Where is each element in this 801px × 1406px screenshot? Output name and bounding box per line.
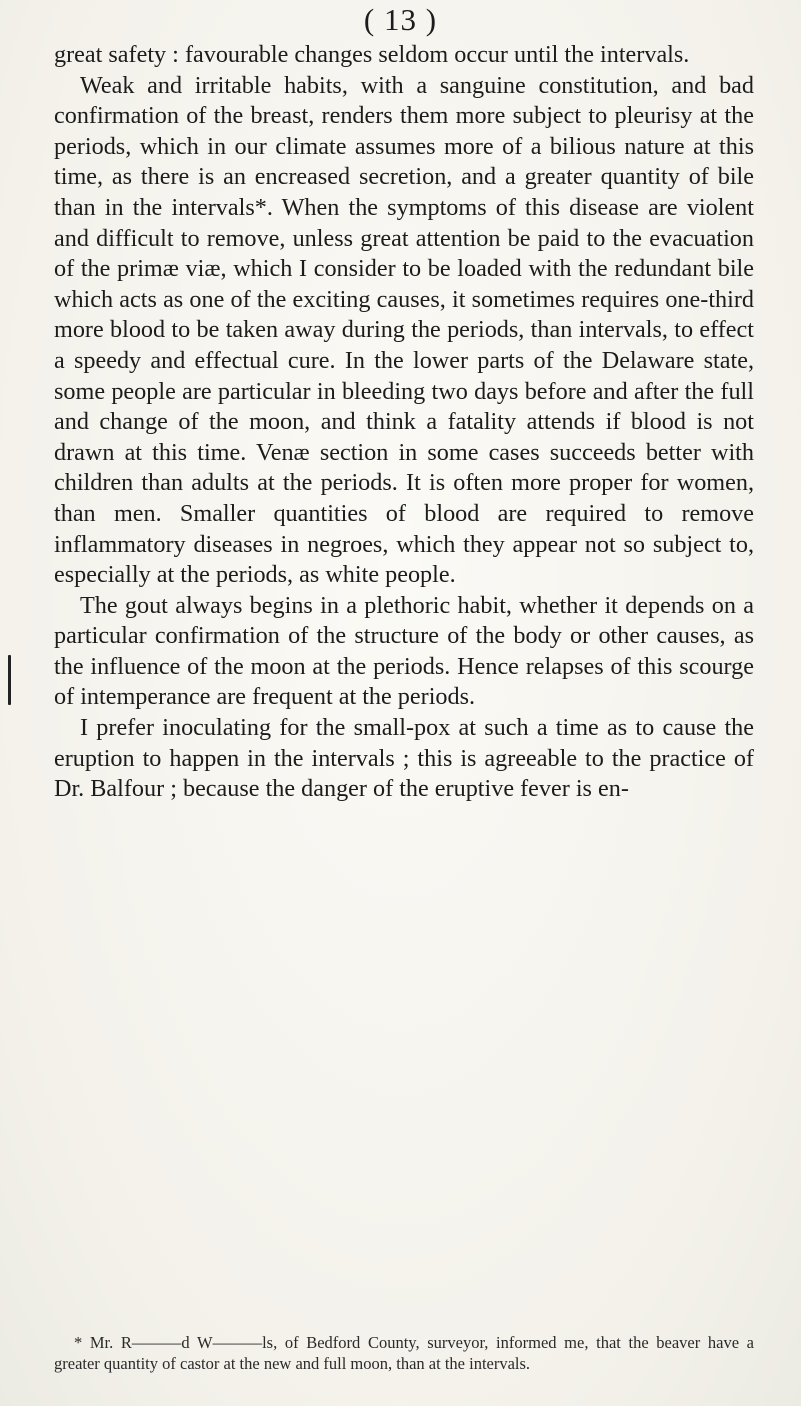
footnote	[54, 1332, 754, 1374]
page-number: ( 13 )	[363, 2, 438, 37]
body-text	[54, 40, 754, 805]
paragraph-small-pox: I prefer inoculating for the small-pox at such a time as to cause the eruption to happen in the intervals ; this is agreeable to the practice of Dr. Balfour ; because the danger of the eruptive fever is en-	[54, 714, 754, 803]
paragraph-gout: The gout always begins in a plethoric habit, whether it depends on a particular confirmation of the structure of the body or other causes, as the influence of the moon at the periods. Hence relapses of this scourge of intemperance are frequent at the periods.	[54, 591, 754, 711]
footnote-text: * Mr. R———d W———ls, of Bedford County, surveyor, informed me, that the beaver have a greater quantity of castor at the new and full moon, than at the intervals.	[54, 1333, 754, 1373]
paragraph-continued: great safety : favourable changes seldom occur until the intervals.	[54, 41, 690, 68]
margin-mark	[8, 655, 11, 705]
paragraph-pleurisy: Weak and irritable habits, with a sanguine constitution, and bad confirmation of the breast, renders them more subject to pleurisy at the periods, which in our climate assumes more of a bilious nature at this time, as there is an encreased secretion, and a greater quantity of bile than in the intervals*. When the symptoms of this disease are violent and difficult to remove, unless great attention be paid to the evacuation of the primæ viæ, which I consider to be loaded with the redundant bile which acts as one of the exciting causes, it sometimes requires one-third more blood to be taken away during the periods, than intervals, to effect a speedy and effectual cure. In the lower parts of the Delaware state, some people are particular in bleeding two days before and after the full and change of the moon, and think a fatality attends if blood is not drawn at this time. Venæ section in some cases succeeds better with children than adults at the periods. It is often more proper for women, than men. Smaller quantities of blood are required to remove inflammatory diseases in negroes, which they appear not so subject to, especially at the periods, as white people.	[54, 71, 754, 589]
